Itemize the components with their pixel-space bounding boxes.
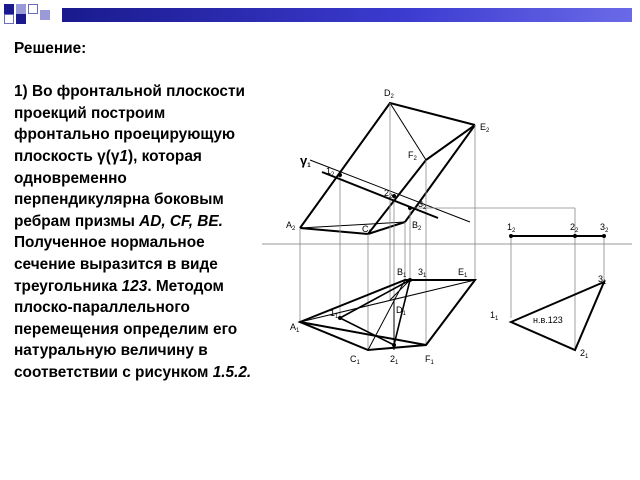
label-1-2: $1_2$ [326, 166, 335, 178]
label-right-2: $2_2$ [570, 222, 579, 234]
para-part: Полученное нормальное сечение выразится в виде треугольника [14, 234, 218, 295]
label-3-2: $3_2$ [418, 199, 427, 211]
gamma-plane-trace [322, 172, 438, 218]
label-f1: $F_1$ [425, 354, 434, 366]
label-f2: $F_2$ [408, 150, 417, 162]
label-3-1: $3_1$ [418, 267, 427, 279]
para-edges: AD, CF, BE. [139, 212, 223, 230]
label-d1: $D_1$ [396, 305, 406, 317]
solution-heading: Решение: [14, 40, 87, 57]
label-natural-size: н.в.123 [533, 315, 563, 325]
para-triangle: 123 [121, 277, 148, 295]
para-part: . Методом плоско-параллельного перемещения определим его натуральную величину в соответствии с рисунком [14, 277, 238, 381]
point-labels [286, 88, 609, 366]
label-a1: $A_1$ [290, 322, 300, 334]
label-c2: $C_2$ [362, 224, 372, 236]
para-part: , которая одновременно перпендикулярна боковым ребрам призмы [14, 147, 224, 230]
label-e1: $E_1$ [458, 267, 468, 279]
label-right-1: $1_2$ [507, 222, 516, 234]
label-1-1: $1_1$ [330, 308, 339, 320]
label-b1: $B_1$ [397, 267, 407, 279]
label-d2: $D_2$ [384, 88, 394, 100]
label-e2: $E_2$ [480, 122, 490, 134]
label-true-1: $1_1$ [490, 310, 499, 322]
label-a2: $A_2$ [286, 220, 296, 232]
horizontal-projection [300, 280, 475, 350]
label-2-2: $2_2$ [384, 188, 393, 200]
label-2-1: $2_1$ [390, 354, 399, 366]
label-b2: $B_2$ [412, 220, 422, 232]
projection-links [300, 103, 604, 350]
right-projection [511, 236, 604, 350]
label-right-3: $3_2$ [600, 222, 609, 234]
points [338, 173, 606, 347]
para-sub: 1 [119, 147, 128, 165]
label-c1: $C_1$ [350, 354, 360, 366]
para-part: 1) Во фронтальной плоскости проекций построим фронтально проецирующую плоскость γ(γ [14, 83, 245, 165]
label-true-3: $3_1$ [598, 274, 607, 286]
para-figure: 1.5.2. [212, 363, 252, 381]
label-gamma: γ1 [300, 153, 311, 169]
label-true-2: $2_1$ [580, 348, 589, 360]
para-part: ) [127, 147, 134, 165]
